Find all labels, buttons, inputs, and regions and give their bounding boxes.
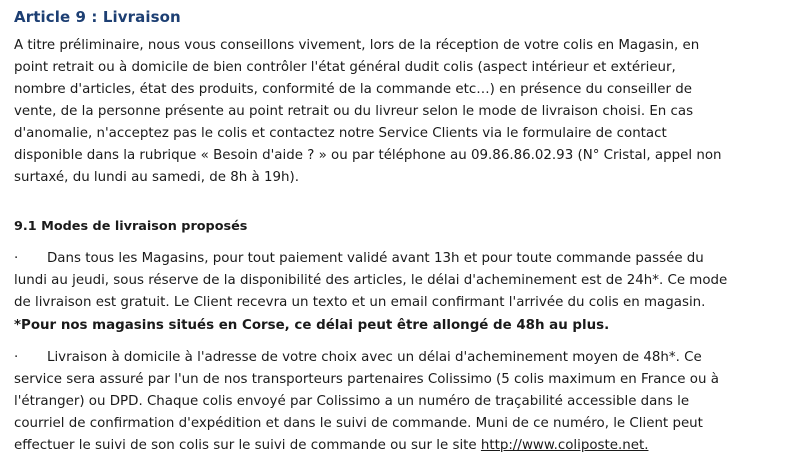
- coliposte-link[interactable]: http://www.coliposte.net.: [480, 438, 649, 453]
- text-line: service sera assuré par l'un de nos transporteurs partenaires Colissimo (5 colis maximum en France ou à: [14, 372, 719, 387]
- delivery-mode-home: [14, 347, 719, 457]
- text-line: surtaxé, du lundi au samedi, de 8h à 19h).: [14, 170, 299, 185]
- article-title: Article 9 : Livraison: [14, 8, 181, 26]
- delivery-mode-store: [14, 248, 727, 314]
- text-line: A titre préliminaire, nous vous conseillons vivement, lors de la réception de votre colis en Magasin, en: [14, 38, 700, 53]
- text-line: de livraison est gratuit. Le Client recevra un texto et un email confirmant l'arrivée du colis en magasin.: [14, 295, 706, 310]
- text-segment: Livraison à domicile à l'adresse de votre choix avec un délai d'acheminement moyen de 48h*. Ce: [47, 350, 702, 365]
- text-line: d'anomalie, n'acceptez pas le colis et contactez notre Service Clients via le formulaire de contact: [14, 126, 667, 141]
- corsica-note: *Pour nos magasins situés en Corse, ce délai peut être allongé de 48h au plus.: [14, 318, 610, 333]
- text-segment: effectuer le suivi de son colis sur le suivi de commande ou sur le site: [14, 438, 481, 453]
- text-line: disponible dans la rubrique « Besoin d'aide ? » ou par téléphone au 09.86.86.02.93 (N° Cristal, appel non: [14, 148, 722, 163]
- text-line: nombre d'articles, état des produits, conformité de la commande etc…) en présence du conseiller de: [14, 82, 692, 97]
- section-title: 9.1 Modes de livraison proposés: [14, 219, 248, 234]
- text-line: [14, 248, 727, 270]
- text-line: vente, de la personne présente au point retrait ou du livreur selon le mode de livraison choisi. En cas: [14, 104, 694, 119]
- text-segment: Dans tous les Magasins, pour tout paiement validé avant 13h et pour toute commande passée du: [47, 251, 704, 266]
- text-line: lundi au jeudi, sous réserve de la disponibilité des articles, le délai d'acheminement est de 24h*. Ce mode: [14, 273, 728, 288]
- text-line: [14, 347, 719, 369]
- text-line: courriel de confirmation d'expédition et dans le suivi de commande. Muni de ce numéro, le Client peut: [14, 416, 703, 431]
- text-line: l'étranger) ou DPD. Chaque colis envoyé par Colissimo a un numéro de traçabilité accessible dans le: [14, 394, 690, 409]
- text-line: [14, 435, 719, 457]
- text-line: point retrait ou à domicile de bien contrôler l'état général dudit colis (aspect intérieur et extérieur,: [14, 60, 676, 75]
- bullet-point: ·: [14, 251, 19, 266]
- bullet-point: ·: [14, 350, 19, 365]
- intro-paragraph: [14, 35, 722, 189]
